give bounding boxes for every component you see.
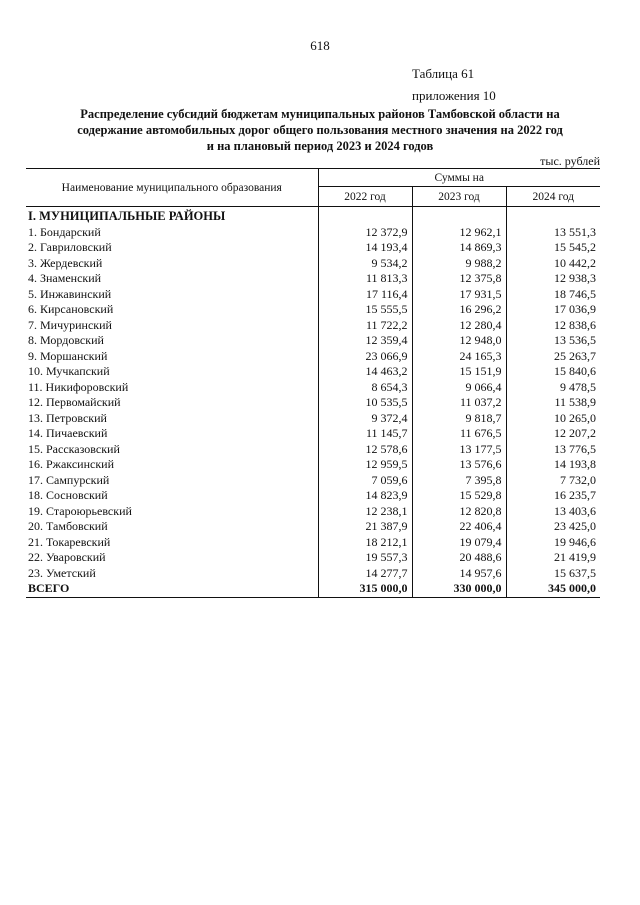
column-header-2023: 2023 год — [412, 187, 506, 207]
value-2024: 12 838,6 — [506, 318, 600, 334]
column-header-2024: 2024 год — [506, 187, 600, 207]
value-2023: 16 296,2 — [412, 302, 506, 318]
value-2023: 12 375,8 — [412, 271, 506, 287]
value-2024: 7 732,0 — [506, 473, 600, 489]
value-2022: 18 212,1 — [318, 535, 412, 551]
column-header-name: Наименование муниципального образования — [26, 169, 318, 207]
table-row — [26, 364, 600, 380]
value-2023: 9 818,7 — [412, 411, 506, 427]
table-row — [26, 333, 600, 349]
value-2024: 9 478,5 — [506, 380, 600, 396]
table-row — [26, 380, 600, 396]
value-2024: 12 938,3 — [506, 271, 600, 287]
table-row — [26, 302, 600, 318]
value-2024: 19 946,6 — [506, 535, 600, 551]
value-2022: 12 372,9 — [318, 225, 412, 241]
value-2023: 15 151,9 — [412, 364, 506, 380]
district-name: 21. Токаревский — [28, 534, 111, 549]
value-2023: 14 869,3 — [412, 240, 506, 256]
table-body — [26, 207, 600, 598]
total-row — [26, 581, 600, 597]
value-2022: 17 116,4 — [318, 287, 412, 303]
value-2024: 13 776,5 — [506, 442, 600, 458]
district-name: 16. Ржаксинский — [28, 457, 114, 471]
value-2023: 19 079,4 — [412, 535, 506, 551]
value-2022: 14 463,2 — [318, 364, 412, 380]
district-name: 23. Уметский — [28, 565, 96, 580]
document-title — [40, 106, 600, 154]
value-2022: 7 059,6 — [318, 473, 412, 489]
title-line-2: содержание автомобильных дорог общего пользования местного значения на 2022 год — [77, 123, 563, 137]
value-2022: 19 557,3 — [318, 550, 412, 566]
value-2023: 20 488,6 — [412, 550, 506, 566]
district-name: 8. Мордовский — [28, 333, 104, 347]
table-row — [26, 442, 600, 458]
district-name: ВСЕГО — [26, 581, 318, 597]
table-number: Таблица 61 — [412, 66, 475, 81]
value-2024: 10 442,2 — [506, 256, 600, 272]
value-2022: 12 959,5 — [318, 457, 412, 473]
section-row — [26, 207, 600, 225]
value-2024: 13 403,6 — [506, 504, 600, 520]
value-2023: 15 529,8 — [412, 488, 506, 504]
value-2022: 21 387,9 — [318, 519, 412, 535]
value-2024: 15 840,6 — [506, 364, 600, 380]
value-2023: 13 576,6 — [412, 457, 506, 473]
value-2024: 11 538,9 — [506, 395, 600, 411]
district-name: 17. Сампурский — [28, 472, 110, 487]
district-name: 14. Пичаевский — [28, 426, 108, 440]
table-row — [26, 411, 600, 427]
table-row — [26, 256, 600, 272]
value-2022: 23 066,9 — [318, 349, 412, 365]
district-name: 9. Моршанский — [28, 348, 108, 363]
value-2024: 13 551,3 — [506, 225, 600, 241]
district-name: 7. Мичуринский — [28, 317, 112, 332]
district-name: 18. Сосновский — [28, 488, 108, 502]
table-row — [26, 395, 600, 411]
value-2023: 12 820,8 — [412, 504, 506, 520]
value-2023: 22 406,4 — [412, 519, 506, 535]
table-row — [26, 535, 600, 551]
district-name: 10. Мучкапский — [28, 364, 110, 378]
table-row — [26, 271, 600, 287]
table-row — [26, 488, 600, 504]
table-row — [26, 550, 600, 566]
value-2022: 14 277,7 — [318, 566, 412, 582]
value-2022: 11 145,7 — [318, 426, 412, 442]
page-number: 618 — [310, 38, 330, 53]
district-name: 4. Знаменский — [28, 271, 102, 285]
table-row — [26, 349, 600, 365]
value-2023: 13 177,5 — [412, 442, 506, 458]
value-2022: 12 578,6 — [318, 442, 412, 458]
section-title: I. МУНИЦИПАЛЬНЫЕ РАЙОНЫ — [28, 209, 226, 223]
table-row — [26, 240, 600, 256]
district-name: 15. Рассказовский — [28, 441, 120, 456]
units-label: тыс. рублей — [540, 154, 600, 168]
value-2022: 10 535,5 — [318, 395, 412, 411]
district-name: 12. Первомайский — [28, 395, 121, 409]
value-2022: 11 813,3 — [318, 271, 412, 287]
value-2023: 12 948,0 — [412, 333, 506, 349]
value-2024: 16 235,7 — [506, 488, 600, 504]
value-2022: 12 238,1 — [318, 504, 412, 520]
district-name: 22. Уваровский — [28, 550, 106, 564]
value-2022: 14 823,9 — [318, 488, 412, 504]
value-2022: 315 000,0 — [318, 581, 412, 597]
column-header-sums: Суммы на — [318, 169, 600, 187]
district-name: 19. Староюрьевский — [28, 503, 132, 518]
table-row — [26, 504, 600, 520]
district-name: 6. Кирсановский — [28, 302, 114, 316]
district-name: 1. Бондарский — [28, 224, 101, 239]
value-2024: 345 000,0 — [506, 581, 600, 597]
value-2022: 9 372,4 — [318, 411, 412, 427]
value-2023: 24 165,3 — [412, 349, 506, 365]
title-line-1: Распределение субсидий бюджетам муниципальных районов Тамбовской области на — [80, 107, 560, 121]
district-name: 3. Жердевский — [28, 255, 103, 270]
column-header-2022: 2022 год — [318, 187, 412, 207]
title-line-3: и на плановый период 2023 и 2024 годов — [206, 139, 434, 153]
value-2023: 12 962,1 — [412, 225, 506, 241]
value-2023: 11 037,2 — [412, 395, 506, 411]
value-2022: 11 722,2 — [318, 318, 412, 334]
value-2022: 15 555,5 — [318, 302, 412, 318]
value-2023: 12 280,4 — [412, 318, 506, 334]
value-2024: 21 419,9 — [506, 550, 600, 566]
value-2024: 12 207,2 — [506, 426, 600, 442]
district-name: 5. Инжавинский — [28, 286, 112, 301]
subsidy-table — [26, 168, 600, 598]
value-2022: 8 654,3 — [318, 380, 412, 396]
table-row — [26, 457, 600, 473]
value-2023: 7 395,8 — [412, 473, 506, 489]
value-2024: 15 637,5 — [506, 566, 600, 582]
appendix-label: приложения 10 — [412, 88, 496, 103]
value-2024: 10 265,0 — [506, 411, 600, 427]
value-2022: 14 193,4 — [318, 240, 412, 256]
value-2023: 9 066,4 — [412, 380, 506, 396]
table-row — [26, 519, 600, 535]
table-row — [26, 287, 600, 303]
value-2023: 17 931,5 — [412, 287, 506, 303]
value-2024: 18 746,5 — [506, 287, 600, 303]
value-2024: 23 425,0 — [506, 519, 600, 535]
district-name: 11. Никифоровский — [28, 379, 129, 394]
value-2024: 14 193,8 — [506, 457, 600, 473]
district-name: 2. Гавриловский — [28, 240, 112, 254]
value-2022: 12 359,4 — [318, 333, 412, 349]
district-name: 20. Тамбовский — [28, 519, 108, 533]
value-2024: 17 036,9 — [506, 302, 600, 318]
value-2023: 9 988,2 — [412, 256, 506, 272]
table-row — [26, 473, 600, 489]
table-row — [26, 426, 600, 442]
value-2023: 14 957,6 — [412, 566, 506, 582]
value-2022: 9 534,2 — [318, 256, 412, 272]
table-row — [26, 318, 600, 334]
value-2024: 13 536,5 — [506, 333, 600, 349]
value-2024: 25 263,7 — [506, 349, 600, 365]
value-2023: 330 000,0 — [412, 581, 506, 597]
district-name: 13. Петровский — [28, 410, 107, 425]
value-2024: 15 545,2 — [506, 240, 600, 256]
table-row — [26, 566, 600, 582]
table-row — [26, 225, 600, 241]
value-2023: 11 676,5 — [412, 426, 506, 442]
